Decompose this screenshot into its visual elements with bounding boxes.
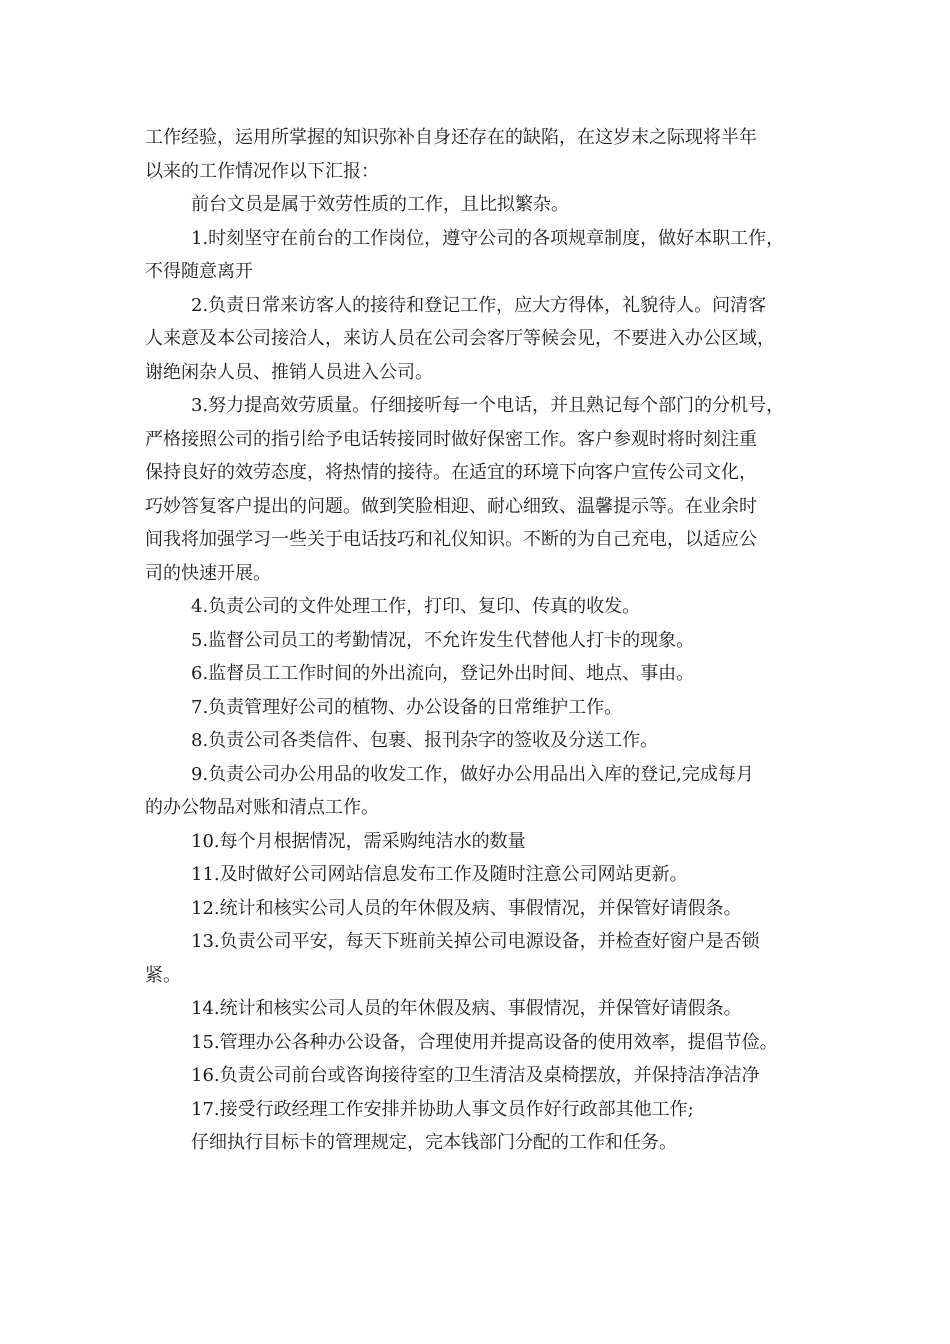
text-line: 的办公物品对账和清点工作。: [145, 797, 379, 818]
text-line: 17.接受行政经理工作安排并协助人事文员作好行政部其他工作;: [191, 1098, 694, 1120]
text-line: 不得随意离开: [145, 261, 253, 282]
text-line: 以来的工作情况作以下汇报：: [145, 160, 379, 182]
text-line: 14.统计和核实公司人员的年休假及病、事假情况，并保管好请假条。: [191, 998, 742, 1019]
text-line: 13.负责公司平安，每天下班前关掉公司电源设备，并检查好窗户是否锁: [191, 931, 760, 952]
text-line: 11.及时做好公司网站信息发布工作及随时注意公司网站更新。: [191, 864, 688, 885]
text-line: 保持良好的效劳态度，将热情的接待。在适宜的环境下向客户宣传公司文化，: [145, 462, 757, 483]
text-line: 9.负责公司办公用品的收发工作，做好办公用品出入库的登记,完成每月: [191, 763, 754, 785]
text-line: 12.统计和核实公司人员的年休假及病、事假情况，并保管好请假条。: [191, 897, 742, 919]
document-body: [145, 121, 825, 1160]
text-line: 间我将加强学习一些关于电话技巧和礼仪知识。不断的为自己充电，以适应公: [145, 529, 757, 550]
text-line: 紧。: [145, 964, 181, 986]
text-line: 8.负责公司各类信件、包裹、报刊杂字的签收及分送工作。: [191, 730, 659, 751]
text-line: 5.监督公司员工的考勤情况，不允许发生代替他人打卡的现象。: [191, 629, 695, 651]
text-line: 工作经验，运用所掌握的知识弥补自身还存在的缺陷，在这岁末之际现将半年: [145, 127, 757, 148]
text-line: 7.负责管理好公司的植物、办公设备的日常维护工作。: [191, 696, 623, 718]
text-line: 前台文员是属于效劳性质的工作，且比拟繁杂。: [191, 194, 569, 215]
text-line: 16.负责公司前台或咨询接待室的卫生清洁及桌椅摆放，并保持洁净洁净: [191, 1065, 760, 1086]
text-line: 4.负责公司的文件处理工作，打印、复印、传真的收发。: [191, 596, 641, 617]
text-line: 谢绝闲杂人员、推销人员进入公司。: [145, 361, 433, 383]
text-line: 2.负责日常来访客人的接待和登记工作，应大方得体，礼貌待人。问清客: [191, 294, 767, 316]
text-line: 司的快速开展。: [145, 562, 271, 584]
text-line: 15.管理办公各种办公设备，合理使用并提高设备的使用效率，提倡节俭。: [191, 1031, 778, 1053]
text-line: 6.监督员工工作时间的外出流向，登记外出时间、地点、事由。: [191, 663, 695, 684]
text-line: 1.时刻坚守在前台的工作岗位，遵守公司的各项规章制度，做好本职工作，: [191, 227, 785, 249]
text-line: 10.每个月根据情况，需采购纯洁水的数量: [191, 830, 526, 852]
text-line: 巧妙答复客户提出的问题。做到笑脸相迎、耐心细致、温馨提示等。在业余时: [145, 495, 757, 517]
text-line: 严格接照公司的指引给予电话转接同时做好保密工作。客户参观时将时刻注重: [145, 428, 757, 450]
text-line: 3.努力提高效劳质量。仔细接听每一个电话，并且熟记每个部门的分机号，: [191, 395, 785, 416]
text-line: 仔细执行目标卡的管理规定，完本钱部门分配的工作和任务。: [191, 1132, 677, 1153]
text-line: 人来意及本公司接洽人，来访人员在公司会客厅等候会见，不要进入办公区域，: [145, 328, 775, 349]
